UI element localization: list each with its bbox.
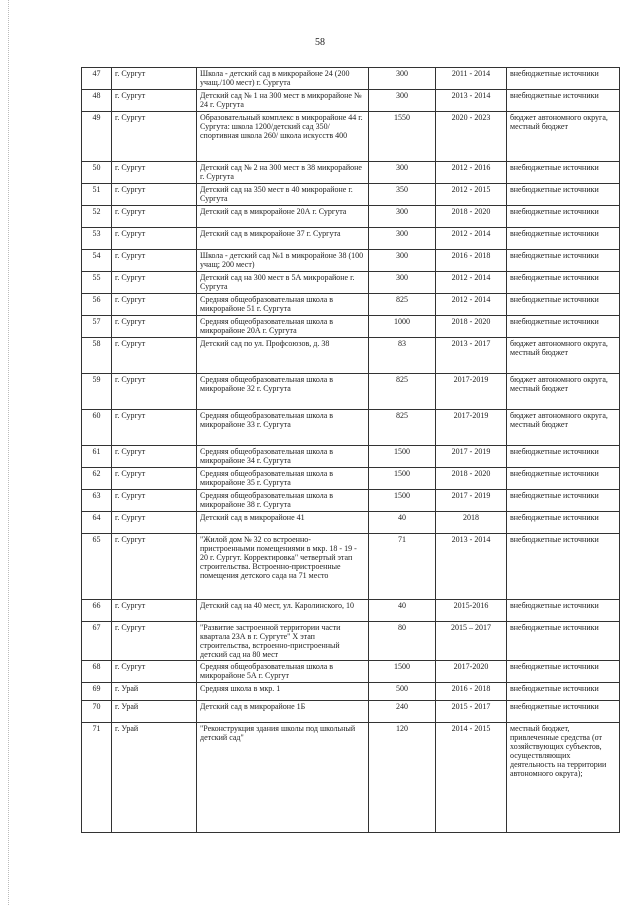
capacity-cell: 83 (369, 338, 436, 374)
table-row (82, 490, 620, 512)
city-cell: г. Сургут (112, 112, 197, 162)
row-number: 56 (82, 294, 112, 316)
city-cell: г. Сургут (112, 228, 197, 250)
row-number: 69 (82, 683, 112, 701)
city-cell: г. Урай (112, 701, 197, 723)
table-row (82, 184, 620, 206)
capacity-cell: 300 (369, 68, 436, 90)
capacity-cell: 120 (369, 723, 436, 833)
table-row (82, 112, 620, 162)
table-row (82, 272, 620, 294)
row-number: 48 (82, 90, 112, 112)
capacity-cell: 825 (369, 410, 436, 446)
row-number: 58 (82, 338, 112, 374)
object-name-cell: Детский сад на 40 мест, ул. Каролинского, 10 (197, 600, 369, 622)
city-cell: г. Сургут (112, 600, 197, 622)
table-row (82, 468, 620, 490)
funding-source-cell: внебюджетные источники (507, 600, 620, 622)
object-name-cell: Средняя общеобразовательная школа в микрорайоне 5А г. Сургут (197, 661, 369, 683)
city-cell: г. Сургут (112, 446, 197, 468)
funding-source-cell: внебюджетные источники (507, 90, 620, 112)
city-cell: г. Сургут (112, 184, 197, 206)
object-name-cell: Детский сад в микрорайоне 41 (197, 512, 369, 534)
table-row (82, 410, 620, 446)
table-row (82, 68, 620, 90)
period-cell: 2012 - 2015 (436, 184, 507, 206)
funding-source-cell: внебюджетные источники (507, 68, 620, 90)
object-name-cell: Средняя школа в мкр. 1 (197, 683, 369, 701)
funding-source-cell: внебюджетные источники (507, 534, 620, 600)
city-cell: г. Сургут (112, 250, 197, 272)
funding-source-cell: внебюджетные источники (507, 683, 620, 701)
funding-source-cell: внебюджетные источники (507, 250, 620, 272)
period-cell: 2015-2016 (436, 600, 507, 622)
row-number: 63 (82, 490, 112, 512)
funding-source-cell: внебюджетные источники (507, 661, 620, 683)
capacity-cell: 40 (369, 512, 436, 534)
table-row (82, 600, 620, 622)
funding-source-cell: внебюджетные источники (507, 294, 620, 316)
table-row (82, 622, 620, 661)
row-number: 66 (82, 600, 112, 622)
table-row (82, 701, 620, 723)
period-cell: 2013 - 2014 (436, 534, 507, 600)
funding-source-cell: внебюджетные источники (507, 622, 620, 661)
capacity-cell: 71 (369, 534, 436, 600)
capacity-cell: 1000 (369, 316, 436, 338)
object-name-cell: Средняя общеобразовательная школа в микрорайоне 32 г. Сургута (197, 374, 369, 410)
table-row (82, 661, 620, 683)
table-row (82, 374, 620, 410)
funding-source-cell: внебюджетные источники (507, 184, 620, 206)
object-name-cell: Средняя общеобразовательная школа в микрорайоне 20А г. Сургута (197, 316, 369, 338)
period-cell: 2015 - 2017 (436, 701, 507, 723)
object-name-cell: Школа - детский сад №1 в микрорайоне 38 (100 учащ; 200 мест) (197, 250, 369, 272)
capacity-cell: 300 (369, 162, 436, 184)
table-row (82, 512, 620, 534)
period-cell: 2012 - 2014 (436, 294, 507, 316)
row-number: 65 (82, 534, 112, 600)
capacity-cell: 1500 (369, 468, 436, 490)
city-cell: г. Урай (112, 723, 197, 833)
capacity-cell: 350 (369, 184, 436, 206)
page-number: 58 (315, 37, 325, 48)
city-cell: г. Сургут (112, 468, 197, 490)
row-number: 61 (82, 446, 112, 468)
object-name-cell: Средняя общеобразовательная школа в микрорайоне 38 г. Сургута (197, 490, 369, 512)
row-number: 67 (82, 622, 112, 661)
period-cell: 2018 - 2020 (436, 316, 507, 338)
table-row (82, 90, 620, 112)
period-cell: 2011 - 2014 (436, 68, 507, 90)
funding-source-cell: внебюджетные источники (507, 228, 620, 250)
object-name-cell: Школа - детский сад в микрорайоне 24 (200 учащ./100 мест) г. Сургута (197, 68, 369, 90)
capacity-cell: 1500 (369, 446, 436, 468)
period-cell: 2014 - 2015 (436, 723, 507, 833)
capacity-cell: 300 (369, 90, 436, 112)
construction-table (81, 67, 620, 833)
object-name-cell: "Реконструкция здания школы под школьный детский сад" (197, 723, 369, 833)
object-name-cell: Детский сад на 300 мест в 5А микрорайоне г. Сургута (197, 272, 369, 294)
row-number: 70 (82, 701, 112, 723)
city-cell: г. Сургут (112, 272, 197, 294)
object-name-cell: Детский сад № 2 на 300 мест в 38 микрорайоне г. Сургута (197, 162, 369, 184)
capacity-cell: 300 (369, 228, 436, 250)
object-name-cell: Детский сад № 1 на 300 мест в микрорайоне № 24 г. Сургута (197, 90, 369, 112)
period-cell: 2012 - 2014 (436, 228, 507, 250)
object-name-cell: Детский сад по ул. Профсоюзов, д. 38 (197, 338, 369, 374)
row-number: 54 (82, 250, 112, 272)
capacity-cell: 300 (369, 272, 436, 294)
table-row (82, 723, 620, 833)
funding-source-cell: внебюджетные источники (507, 468, 620, 490)
period-cell: 2016 - 2018 (436, 683, 507, 701)
period-cell: 2017-2019 (436, 374, 507, 410)
funding-source-cell: местный бюджет, привлеченные средства (от хозяйствующих субъектов, осуществляющих деятельность на территории автономного округа); (507, 723, 620, 833)
object-name-cell: Детский сад на 350 мест в 40 микрорайоне г. Сургута (197, 184, 369, 206)
period-cell: 2013 - 2017 (436, 338, 507, 374)
row-number: 55 (82, 272, 112, 294)
table-body (82, 68, 620, 833)
row-number: 50 (82, 162, 112, 184)
row-number: 62 (82, 468, 112, 490)
object-name-cell: Детский сад в микрорайоне 20А г. Сургута (197, 206, 369, 228)
funding-source-cell: бюджет автономного округа, местный бюджет (507, 410, 620, 446)
period-cell: 2017-2020 (436, 661, 507, 683)
funding-source-cell: внебюджетные источники (507, 446, 620, 468)
period-cell: 2017-2019 (436, 410, 507, 446)
row-number: 59 (82, 374, 112, 410)
capacity-cell: 1500 (369, 661, 436, 683)
city-cell: г. Сургут (112, 68, 197, 90)
city-cell: г. Сургут (112, 338, 197, 374)
city-cell: г. Сургут (112, 622, 197, 661)
funding-source-cell: бюджет автономного округа, местный бюджет (507, 374, 620, 410)
table-row (82, 534, 620, 600)
city-cell: г. Сургут (112, 512, 197, 534)
row-number: 71 (82, 723, 112, 833)
object-name-cell: "Жилой дом № 32 со встроенно-пристроенными помещениями в мкр. 18 - 19 - 20 г. Сургут. Корректировка" четвертый этап строительства. Встроенно-пристроенные помещения детского сада на 71 место (197, 534, 369, 600)
funding-source-cell: внебюджетные источники (507, 512, 620, 534)
table-row (82, 162, 620, 184)
row-number: 60 (82, 410, 112, 446)
period-cell: 2017 - 2019 (436, 490, 507, 512)
object-name-cell: "Развитие застроенной территории части квартала 23А в г. Сургуте" X этап строительства, встроенно-пристроенный детский сад на 80 мест (197, 622, 369, 661)
table-row (82, 250, 620, 272)
period-cell: 2017 - 2019 (436, 446, 507, 468)
funding-source-cell: бюджет автономного округа, местный бюджет (507, 338, 620, 374)
table-row (82, 294, 620, 316)
funding-source-cell: внебюджетные источники (507, 316, 620, 338)
period-cell: 2018 - 2020 (436, 468, 507, 490)
city-cell: г. Сургут (112, 162, 197, 184)
object-name-cell: Образовательный комплекс в микрорайоне 44 г. Сургута: школа 1200/детский сад 350/спортивная школа 260/ школа искусств 400 (197, 112, 369, 162)
capacity-cell: 1550 (369, 112, 436, 162)
city-cell: г. Урай (112, 683, 197, 701)
object-name-cell: Средняя общеобразовательная школа в микрорайоне 35 г. Сургута (197, 468, 369, 490)
city-cell: г. Сургут (112, 661, 197, 683)
object-name-cell: Детский сад в микрорайоне 37 г. Сургута (197, 228, 369, 250)
capacity-cell: 40 (369, 600, 436, 622)
period-cell: 2012 - 2016 (436, 162, 507, 184)
row-number: 49 (82, 112, 112, 162)
funding-source-cell: бюджет автономного округа, местный бюджет (507, 112, 620, 162)
capacity-cell: 825 (369, 374, 436, 410)
object-name-cell: Детский сад в микрорайоне 1Б (197, 701, 369, 723)
row-number: 52 (82, 206, 112, 228)
object-name-cell: Средняя общеобразовательная школа в микрорайоне 51 г. Сургута (197, 294, 369, 316)
period-cell: 2016 - 2018 (436, 250, 507, 272)
row-number: 47 (82, 68, 112, 90)
city-cell: г. Сургут (112, 490, 197, 512)
scan-margin-line (8, 0, 10, 905)
period-cell: 2018 (436, 512, 507, 534)
city-cell: г. Сургут (112, 90, 197, 112)
capacity-cell: 300 (369, 250, 436, 272)
capacity-cell: 240 (369, 701, 436, 723)
city-cell: г. Сургут (112, 410, 197, 446)
period-cell: 2012 - 2014 (436, 272, 507, 294)
capacity-cell: 300 (369, 206, 436, 228)
city-cell: г. Сургут (112, 294, 197, 316)
period-cell: 2013 - 2014 (436, 90, 507, 112)
table-row (82, 206, 620, 228)
capacity-cell: 825 (369, 294, 436, 316)
city-cell: г. Сургут (112, 374, 197, 410)
capacity-cell: 80 (369, 622, 436, 661)
row-number: 64 (82, 512, 112, 534)
table-row (82, 228, 620, 250)
table-row (82, 446, 620, 468)
object-name-cell: Средняя общеобразовательная школа в микрорайоне 34 г. Сургута (197, 446, 369, 468)
row-number: 57 (82, 316, 112, 338)
row-number: 51 (82, 184, 112, 206)
funding-source-cell: внебюджетные источники (507, 162, 620, 184)
funding-source-cell: внебюджетные источники (507, 490, 620, 512)
capacity-cell: 1500 (369, 490, 436, 512)
funding-source-cell: внебюджетные источники (507, 272, 620, 294)
period-cell: 2018 - 2020 (436, 206, 507, 228)
city-cell: г. Сургут (112, 206, 197, 228)
table-row (82, 683, 620, 701)
period-cell: 2020 - 2023 (436, 112, 507, 162)
funding-source-cell: внебюджетные источники (507, 206, 620, 228)
period-cell: 2015 – 2017 (436, 622, 507, 661)
city-cell: г. Сургут (112, 316, 197, 338)
object-name-cell: Средняя общеобразовательная школа в микрорайоне 33 г. Сургута (197, 410, 369, 446)
capacity-cell: 500 (369, 683, 436, 701)
table-row (82, 338, 620, 374)
city-cell: г. Сургут (112, 534, 197, 600)
funding-source-cell: внебюджетные источники (507, 701, 620, 723)
table-row (82, 316, 620, 338)
row-number: 68 (82, 661, 112, 683)
row-number: 53 (82, 228, 112, 250)
